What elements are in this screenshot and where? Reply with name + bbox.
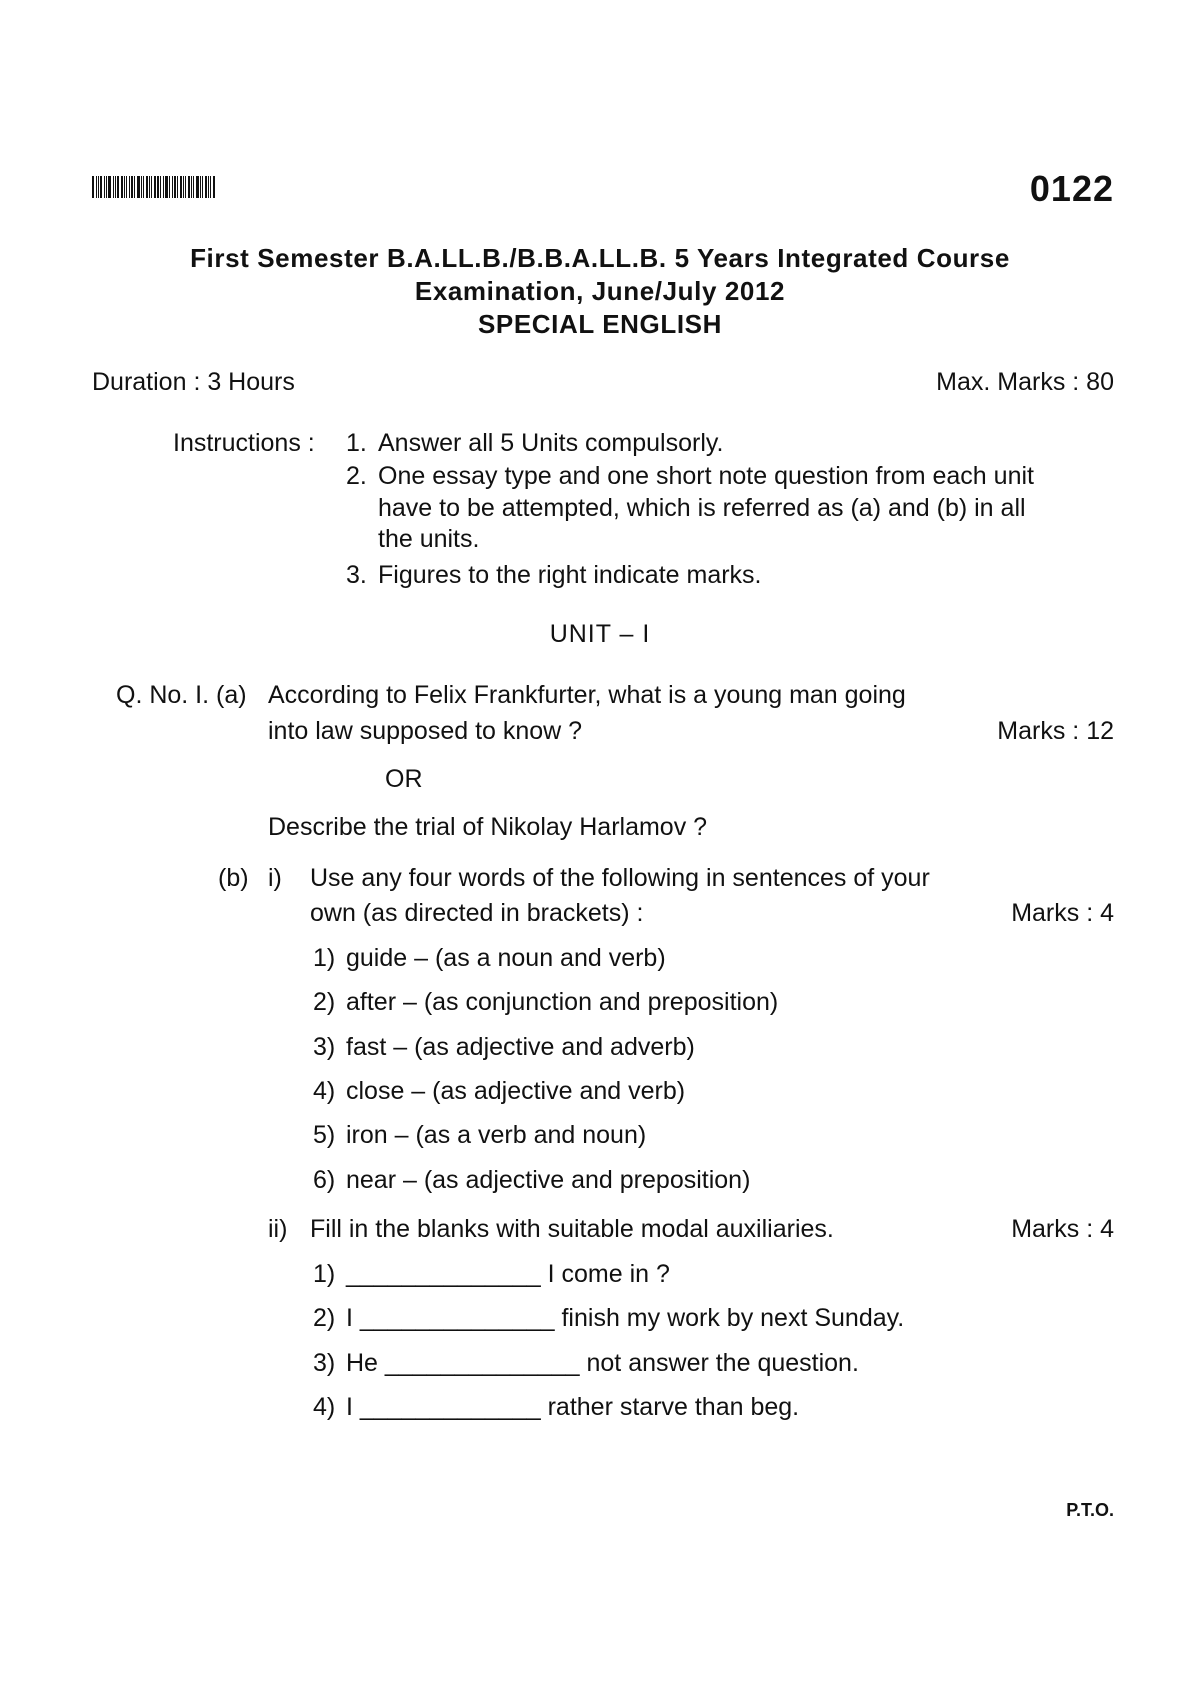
- list-item: He ______________ not answer the question.: [346, 1349, 859, 1377]
- barcode-bar: [96, 176, 97, 198]
- barcode: [92, 176, 220, 198]
- barcode-bar: [126, 176, 127, 198]
- barcode-bar: [208, 176, 209, 198]
- barcode-bar: [180, 176, 182, 198]
- barcode-bar: [213, 176, 215, 198]
- barcode-bar: [165, 176, 168, 198]
- list-item-num: 2): [313, 1304, 336, 1332]
- list-item-num: 2): [313, 988, 336, 1016]
- instruction-1-num: 1.: [346, 429, 367, 457]
- barcode-bar: [134, 176, 135, 198]
- exam-subject: SPECIAL ENGLISH: [477, 309, 722, 339]
- barcode-bar: [121, 176, 123, 198]
- list-item-num: 1): [313, 1260, 336, 1288]
- instruction-2-line-3: the units.: [378, 525, 480, 553]
- barcode-bar: [210, 176, 211, 198]
- barcode-bar: [104, 176, 105, 198]
- barcode-bar: [193, 176, 194, 198]
- barcode-bar: [117, 176, 119, 198]
- barcode-bar: [163, 176, 164, 198]
- question-b-ii-marks: Marks : 4: [1011, 1215, 1114, 1243]
- list-item: fast – (as adjective and adverb): [346, 1033, 695, 1061]
- barcode-bar: [108, 176, 111, 198]
- question-a-line-1: According to Felix Frankfurter, what is a young man going: [268, 681, 906, 709]
- instruction-2-line-1: One essay type and one short note question from each unit: [378, 462, 1034, 490]
- list-item: I _____________ rather starve than beg.: [346, 1393, 800, 1421]
- instructions-label: Instructions :: [173, 429, 315, 457]
- list-item: guide – (as a noun and verb): [346, 944, 666, 972]
- instruction-1-text: Answer all 5 Units compulsorly.: [378, 429, 724, 457]
- question-b-ii-text: Fill in the blanks with suitable modal auxiliaries.: [310, 1215, 834, 1243]
- unit-heading: UNIT – I: [549, 620, 651, 648]
- barcode-bar: [115, 176, 116, 198]
- barcode-bar: [200, 176, 201, 198]
- question-a-line-2: into law supposed to know ?: [268, 717, 583, 745]
- barcode-bar: [151, 176, 152, 198]
- list-item-num: 5): [313, 1121, 336, 1149]
- barcode-bar: [157, 176, 159, 198]
- barcode-bar: [129, 176, 130, 198]
- barcode-bar: [172, 176, 173, 198]
- exam-title-line-2: Examination, June/July 2012: [414, 276, 786, 306]
- barcode-bar: [106, 176, 107, 198]
- list-item-num: 3): [313, 1349, 336, 1377]
- list-item: iron – (as a verb and noun): [346, 1121, 647, 1149]
- barcode-bar: [149, 176, 150, 198]
- barcode-bar: [185, 176, 186, 198]
- question-label: Q. No. I. (a): [116, 681, 247, 709]
- barcode-bar: [196, 176, 199, 198]
- list-item: close – (as adjective and verb): [346, 1077, 686, 1105]
- list-item-num: 1): [313, 944, 336, 972]
- list-item-num: 4): [313, 1077, 336, 1105]
- barcode-bar: [92, 176, 94, 198]
- barcode-bar: [131, 176, 133, 198]
- list-item: I ______________ finish my work by next Sunday.: [346, 1304, 905, 1332]
- paper-code: 0122: [1029, 168, 1114, 209]
- barcode-bar: [169, 176, 170, 198]
- barcode-bar: [174, 176, 176, 198]
- question-b-ii-label: ii): [268, 1215, 288, 1243]
- instruction-3-num: 3.: [346, 561, 367, 589]
- list-item-num: 3): [313, 1033, 336, 1061]
- barcode-bar: [205, 176, 207, 198]
- barcode-bar: [188, 176, 190, 198]
- barcode-bar: [98, 176, 99, 198]
- barcode-bar: [141, 176, 142, 198]
- pto-note: P.T.O.: [1066, 1500, 1114, 1520]
- question-b-i-line-1: Use any four words of the following in sentences of your: [310, 864, 930, 892]
- list-item-num: 6): [313, 1166, 336, 1194]
- barcode-bar: [177, 176, 178, 198]
- barcode-bar: [146, 176, 148, 198]
- barcode-bar: [113, 176, 114, 198]
- list-item-num: 4): [313, 1393, 336, 1421]
- barcode-bar: [160, 176, 161, 198]
- instruction-3-text: Figures to the right indicate marks.: [378, 561, 762, 589]
- question-b-i-line-2: own (as directed in brackets) :: [310, 899, 644, 927]
- instruction-2-line-2: have to be attempted, which is referred as (a) and (b) in all: [378, 494, 1026, 522]
- list-item: near – (as adjective and preposition): [346, 1166, 751, 1194]
- barcode-bar: [191, 176, 192, 198]
- barcode-bar: [183, 176, 184, 198]
- barcode-bar: [202, 176, 203, 198]
- question-b-label: (b): [218, 864, 249, 892]
- barcode-bar: [143, 176, 144, 198]
- question-b-i-marks: Marks : 4: [1011, 899, 1114, 927]
- barcode-bar: [154, 176, 156, 198]
- question-a-marks: Marks : 12: [997, 717, 1114, 745]
- barcode-bar: [100, 176, 102, 198]
- barcode-bar: [137, 176, 140, 198]
- or-separator: OR: [385, 765, 423, 793]
- question-a-alternative: Describe the trial of Nikolay Harlamov ?: [268, 813, 708, 841]
- duration: Duration : 3 Hours: [92, 368, 295, 396]
- list-item: after – (as conjunction and preposition): [346, 988, 779, 1016]
- question-b-i-label: i): [268, 864, 282, 892]
- max-marks: Max. Marks : 80: [936, 368, 1114, 396]
- instruction-2-num: 2.: [346, 462, 367, 490]
- barcode-bar: [124, 176, 125, 198]
- list-item: ______________ I come in ?: [346, 1260, 670, 1288]
- exam-title-line-1: First Semester B.A.LL.B./B.B.A.LL.B. 5 Years Integrated Course: [190, 243, 1010, 273]
